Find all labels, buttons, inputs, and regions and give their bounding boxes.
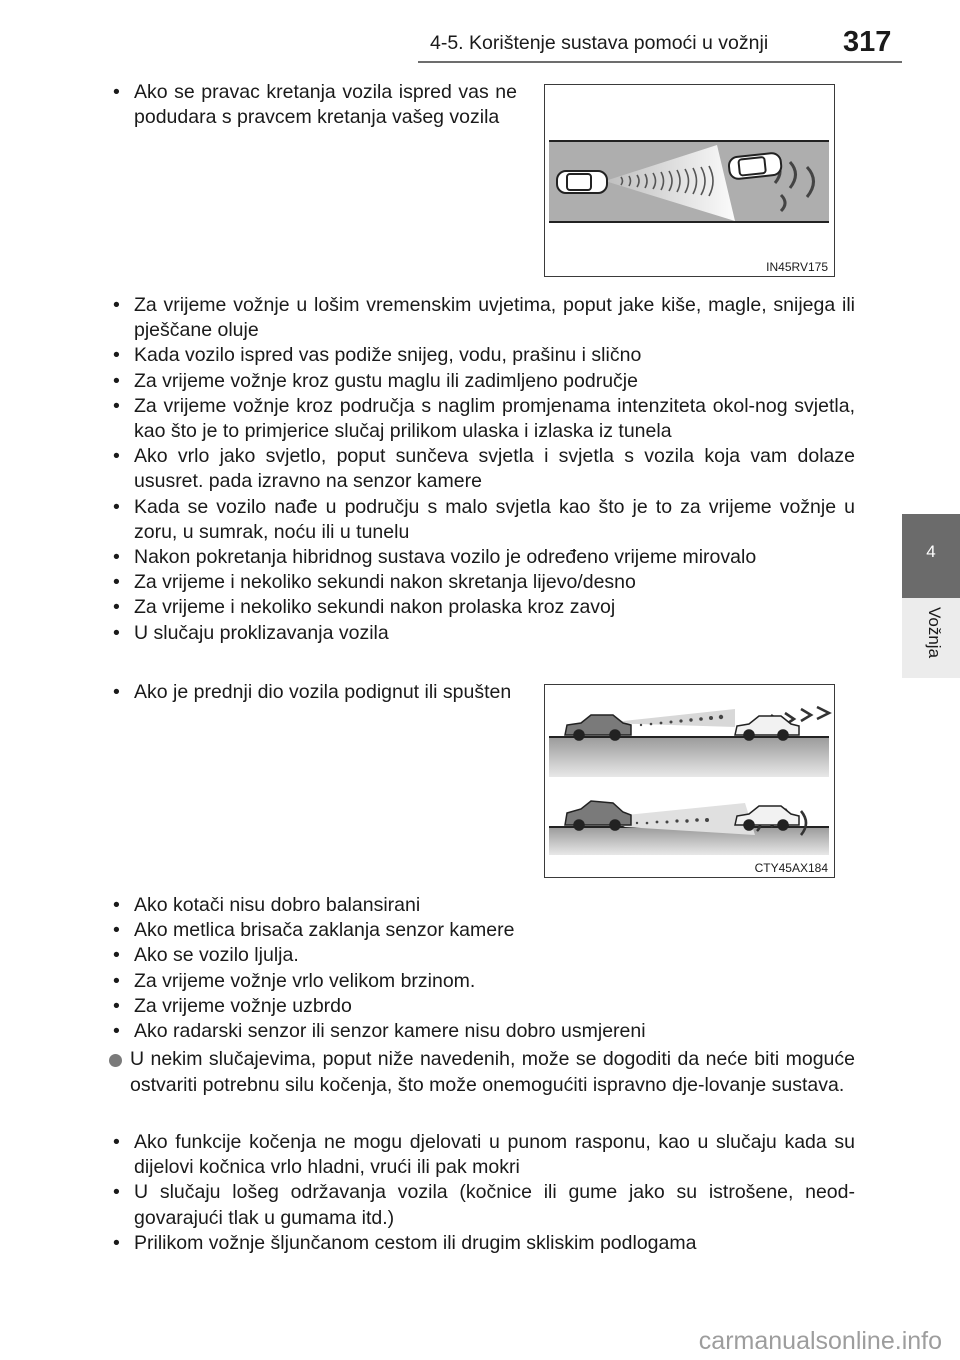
list-item: • U slučaju proklizavanja vozila: [107, 621, 855, 646]
figure-code: IN45RV175: [766, 260, 828, 274]
list-item: • Za vrijeme i nekoliko sekundi nakon prolaska kroz zavoj: [107, 595, 855, 620]
header-rule: [418, 61, 902, 63]
bullet-list-5: [107, 1130, 855, 1256]
list-item: • Za vrijeme vožnje kroz gustu maglu ili zadimljeno područje: [107, 369, 855, 394]
front-car-1: [728, 152, 782, 179]
figure-vehicle-pitch: [544, 684, 835, 878]
list-item: • Ako se pravac kretanja vozila ispred vas ne podudara s pravcem kretanja vašeg vozila: [107, 80, 517, 130]
list-item: • Ako se vozilo ljulja.: [107, 943, 855, 968]
page-number: 317: [843, 26, 892, 58]
section-title: 4-5. Korištenje sustava pomoći u vožnji: [430, 32, 769, 54]
list-item: • U slučaju lošeg održavanja vozila (kočnice ili gume jako su istrošene, neod-govarajući tlak u gumama itd.): [107, 1180, 855, 1230]
bullet-list-2: [107, 293, 855, 646]
list-item: • Nakon pokretanja hibridnog sustava vozilo je određeno vrijeme mirovalo: [107, 545, 855, 570]
bullet-list-3: [107, 680, 517, 705]
list-item: • Prilikom vožnje šljunčanom cestom ili drugim skliskim podlogama: [107, 1231, 855, 1256]
bullet-list-4: [107, 893, 855, 1044]
list-item: • Za vrijeme vožnje u lošim vremenskim uvjetima, poput jake kiše, magle, snijega ili pješčane oluje: [107, 293, 855, 343]
list-item: • Za vrijeme vožnje vrlo velikom brzinom.: [107, 969, 855, 994]
list-item: • Ako kotači nisu dobro balansirani: [107, 893, 855, 918]
figure-different-direction: [544, 84, 835, 277]
bullet-dot-icon: [109, 1054, 122, 1067]
braking-force-paragraph: [107, 1046, 855, 1098]
own-car-3: [565, 801, 631, 830]
paragraph-text: U nekim slučajevima, poput niže navedenih, može se dogoditi da neće biti moguće ostvariti potrebnu silu kočenja, što može onemogućiti ispravno dje-lovanje sustava.: [130, 1048, 855, 1096]
list-item: • Za vrijeme i nekoliko sekundi nakon skretanja lijevo/desno: [107, 570, 855, 595]
list-item: • Za vrijeme vožnje kroz područja s naglim promjenama intenziteta okol-nog svjetla, kao što je to primjerice slučaj prilikom ulaska i izlaska iz tunela: [107, 394, 855, 444]
list-item: • Ako radarski senzor ili senzor kamere nisu dobro usmjereni: [107, 1019, 855, 1044]
list-item: • Ako vrlo jako svjetlo, poput sunčeva svjetla i svjetla s vozila koja vam dolaze ususret. pada izravno na senzor kamere: [107, 444, 855, 494]
road-illustration-1: [545, 85, 833, 275]
figure-code: CTY45AX184: [754, 861, 828, 875]
chapter-label: Vožnja: [925, 607, 944, 659]
chapter-tab[interactable]: [902, 514, 960, 598]
list-item: • Ako je prednji dio vozila podignut ili spušten: [107, 680, 517, 705]
list-item: • Za vrijeme vožnje uzbrdo: [107, 994, 855, 1019]
bullet-list-1: [107, 80, 517, 130]
list-item: • Ako funkcije kočenja ne mogu djelovati u punom rasponu, kao u slučaju kada su dijelovi kočnica vrlo hladni, vrući ili pak mokri: [107, 1130, 855, 1180]
watermark: carmanualsonline.info: [698, 1327, 942, 1355]
list-item: • Ako metlica brisača zaklanja senzor kamere: [107, 918, 855, 943]
road-illustration-2: [545, 685, 833, 875]
list-item: • Kada vozilo ispred vas podiže snijeg, vodu, prašinu i slično: [107, 343, 855, 368]
chapter-number: 4: [926, 542, 936, 561]
own-car-1: [557, 171, 607, 193]
list-item: • Kada se vozilo nađe u području s malo svjetla kao što je to za vrijeme vožnje u zoru, u sumrak, noću ili u tunelu: [107, 495, 855, 545]
